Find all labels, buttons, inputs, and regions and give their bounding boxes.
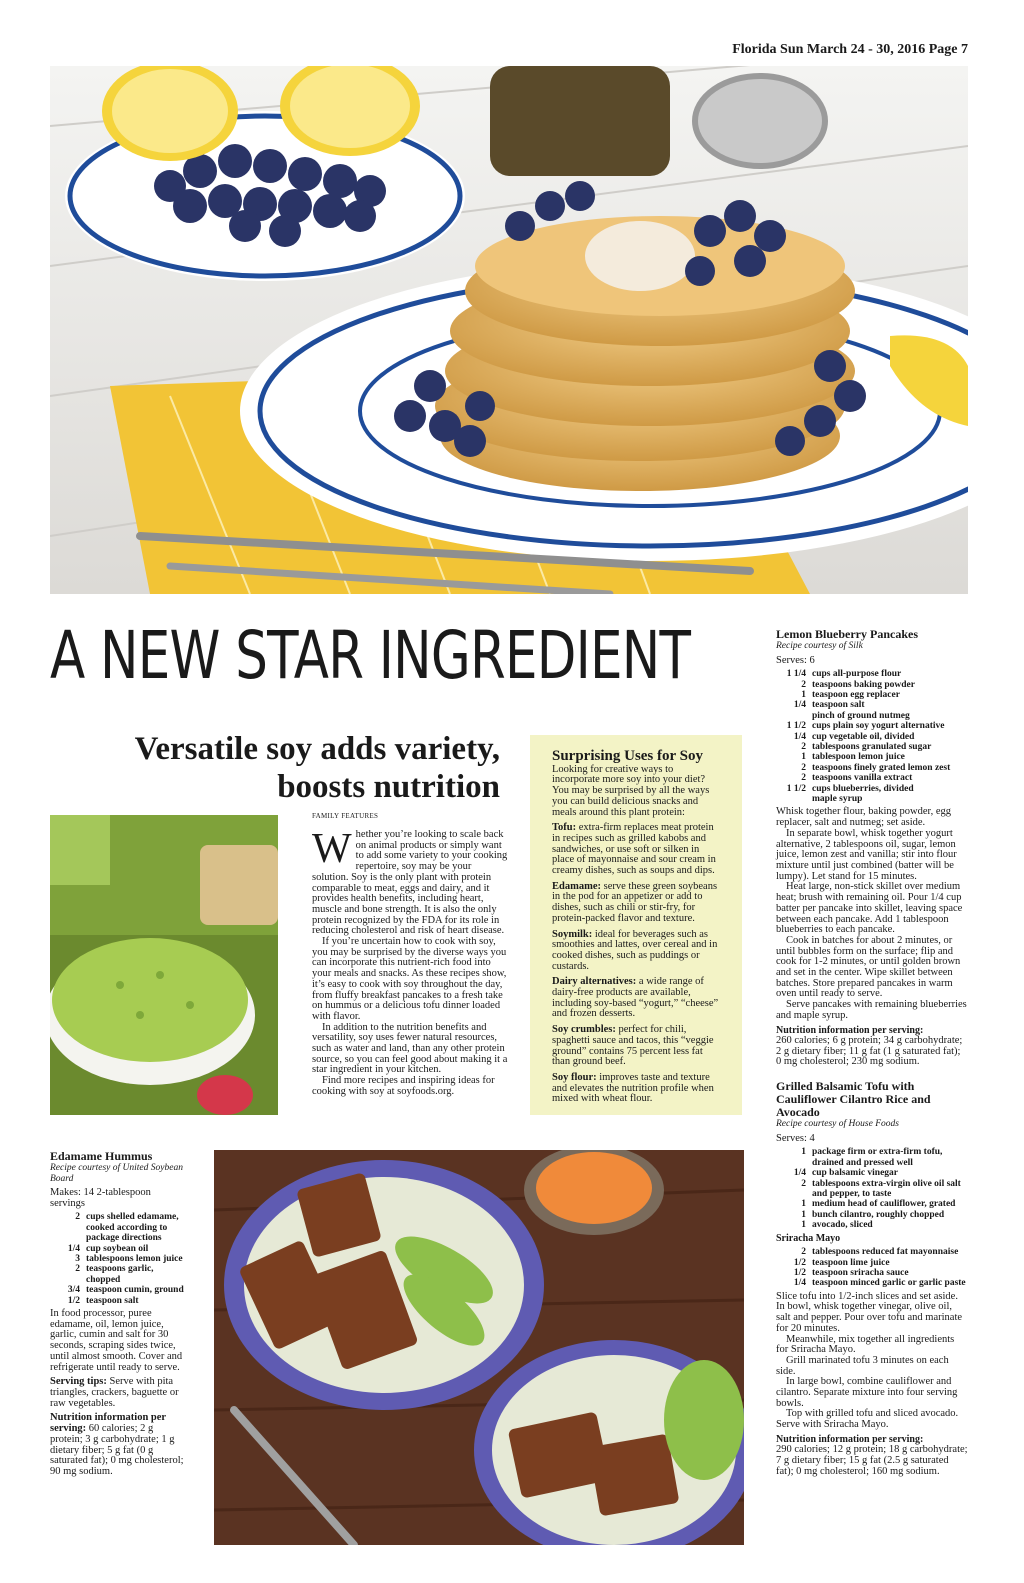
hummus-steps (50, 1309, 186, 1373)
ingredient-text: teaspoon lime juice (812, 1257, 890, 1268)
recipe-step: Serve pancakes with remaining blueberries and maple syrup. (776, 999, 967, 1021)
sidebar-item-text: ideal for beverages such as smoothies and lattes, over cereal and in cooked dishes, such as puddings or custards. (552, 928, 718, 972)
ingredient-text: teaspoons garlic, chopped (86, 1264, 154, 1285)
ingredient-quantity: 1 (801, 1209, 806, 1220)
ingredient-quantity: 1/4 (793, 731, 806, 742)
ingredient-text: cup soybean oil (86, 1243, 149, 1254)
ingredient-quantity: 1 1/4 (786, 669, 806, 680)
recipe-step: Heat large, non-stick skillet over medium heat; brush with remaining oil. Pour 1/4 cup batter per pancake into skillet, leaving space between each pancake. Add 1 tablespoon blueberries to each pancake. (776, 881, 963, 936)
hummus-tips-label: Serving tips: (50, 1376, 107, 1388)
ingredient-text: tablespoons extra-virgin olive oil salt and pepper, to taste (812, 1178, 961, 1199)
ingredient-quantity: 2 (801, 1178, 806, 1189)
ingredient-quantity: 1 (801, 690, 806, 701)
ingredient-quantity: 2 (801, 679, 806, 690)
ingredient-text: medium head of cauliflower, grated (812, 1199, 956, 1210)
sidebar-item-term: Dairy alternatives: (552, 976, 637, 988)
ingredient-row (776, 1268, 968, 1278)
left-column (50, 1150, 186, 1478)
sidebar-item-term: Tofu: (552, 822, 577, 834)
pancake-nutrition: 260 calories; 6 g protein; 34 g carbohydrate; 2 g dietary fiber; 11 g fat (1 g saturated fat); 0 mg cholesterol; 230 mg sodium. (776, 1035, 963, 1068)
intro-article (312, 826, 510, 1098)
recipe-step: In separate bowl, whisk together yogurt alternative, 2 tablespoons oil, sugar, lemon juice, lemon zest and vanilla; stir into flour mixture until just combined (batter will be lumpy). Let stand for 15 minutes. (776, 827, 957, 882)
ingredient-text: teaspoon cumin, ground (86, 1285, 184, 1296)
hummus-tips (50, 1377, 186, 1409)
recipe-step: In food processor, puree edamame, oil, lemon juice, garlic, cumin and salt for 30 seconds, scraping sides twice, until almost smooth. Cover and refrigerate until ready to serve. (50, 1308, 183, 1373)
hummus-tips-text: Serve with pita triangles, crackers, baguette or raw vegetables. (50, 1376, 179, 1409)
sidebar-title: Surprising Uses for Soy (552, 748, 703, 764)
ingredient-row (776, 794, 968, 804)
ingredient-row (776, 1147, 968, 1168)
sidebar-box (530, 735, 742, 1115)
ingredient-row (776, 1179, 968, 1200)
ingredient-text: tablespoons lemon juice (86, 1254, 183, 1265)
tofu-courtesy: Recipe courtesy of House Foods (776, 1119, 899, 1130)
hummus-photo (50, 815, 278, 1115)
ingredient-quantity: 3 (75, 1254, 80, 1265)
ingredient-quantity: 2 (801, 1247, 806, 1258)
tofu-bowls-photo (214, 1150, 744, 1545)
sidebar-item (552, 930, 722, 973)
sidebar-items (552, 823, 722, 1105)
intro-paragraph: If you’re uncertain how to cook with soy, you may be surprised by the diverse ways you can incorporate this nutrient-rich food into your meals and snacks. As these recipes show, it’s easy to cook with soy throughout the day, from fluffy breakfast pancakes to a fresh take on hummus or a delicious tofu dinner loaded with flavor. (312, 936, 507, 1022)
hummus-nutrition (50, 1413, 186, 1477)
ingredient-row (776, 773, 968, 783)
ingredient-text: teaspoon salt (86, 1295, 139, 1306)
ingredient-quantity: 3/4 (67, 1285, 80, 1296)
recipe-step: Slice tofu into 1/2-inch slices and set aside. In bowl, whisk together vinegar, olive oil, salt and pepper. Pour over tofu and marinate for 20 minutes. (776, 1290, 963, 1334)
recipe-step: In large bowl, combine cauliflower and cilantro. Separate mixture into four serving bowls. (776, 1376, 958, 1409)
ingredient-text: tablespoons reduced fat mayonnaise (812, 1247, 959, 1258)
ingredient-text: cups shelled edamame, cooked according to package directions (86, 1212, 179, 1244)
ingredient-text: cups plain soy yogurt alternative (812, 721, 945, 732)
ingredient-row (776, 763, 968, 773)
ingredient-quantity (776, 711, 812, 721)
ingredient-text: bunch cilantro, roughly chopped (812, 1209, 945, 1220)
sidebar-item-term: Soy flour: (552, 1071, 597, 1083)
hummus-recipe-title: Edamame Hummus (50, 1149, 153, 1163)
ingredient-text: teaspoon sriracha sauce (812, 1267, 909, 1278)
ingredient-row (776, 700, 968, 710)
ingredient-text: teaspoon egg replacer (812, 690, 900, 701)
ingredient-quantity: 1 1/2 (786, 783, 806, 794)
ingredient-text: cups blueberries, divided (812, 783, 914, 794)
ingredient-quantity: 1 (801, 1147, 806, 1158)
dropcap: W (312, 826, 352, 872)
tofu-nutrition: 290 calories; 12 g protein; 18 g carbohydrate; 7 g dietary fiber; 15 g fat (2.5 g saturated fat); 0 mg cholesterol; 160 mg sodium. (776, 1444, 968, 1477)
sidebar-item (552, 823, 722, 877)
pancake-steps (776, 807, 968, 1021)
ingredient-row (50, 1212, 186, 1243)
ingredient-row (776, 1258, 968, 1268)
sidebar-item (552, 977, 722, 1020)
ingredient-quantity: 2 (801, 773, 806, 784)
ingredient-row (776, 732, 968, 742)
recipe-step: Meanwhile, mix together all ingredients for Sriracha Mayo. (776, 1333, 955, 1356)
ingredient-row (50, 1254, 186, 1264)
pancake-nutrition-label: Nutrition information per serving: (776, 1024, 924, 1036)
ingredient-row (776, 1278, 968, 1288)
hummus-nutrition-label: Nutrition information per serving: (50, 1412, 166, 1435)
ingredient-row (776, 690, 968, 700)
ingredient-quantity: 1 (801, 1199, 806, 1210)
ingredient-row (776, 752, 968, 762)
ingredient-row (776, 680, 968, 690)
right-column (776, 628, 968, 1477)
recipe-step: Cook in batches for about 2 minutes, or until bubbles form on the surface; flip and cook for 1-2 minutes, or until golden brown and set in the center. Wipe skillet between batches. Store prepared pancakes in warm oven until ready to serve. (776, 934, 961, 1000)
ingredient-row (50, 1244, 186, 1254)
sriracha-ingredients (776, 1247, 968, 1289)
ingredient-quantity (776, 794, 812, 804)
ingredient-row (776, 721, 968, 731)
ingredient-text: tablespoons granulated sugar (812, 742, 932, 753)
ingredient-quantity: 1 (801, 1220, 806, 1231)
ingredient-text: tablespoon lemon juice (812, 752, 905, 763)
ingredient-quantity: 1 1/2 (786, 721, 806, 732)
ingredient-row (776, 784, 968, 794)
pancake-courtesy: Recipe courtesy of Silk (776, 641, 863, 651)
sidebar-item-term: Soy crumbles: (552, 1024, 616, 1036)
sidebar-item-text: perfect for chili, spaghetti sauce and tacos, this “veggie ground” contains 75 percent less fat than ground beef. (552, 1024, 714, 1068)
ingredient-quantity: 2 (801, 762, 806, 773)
pancake-photo (50, 66, 968, 594)
ingredient-row (50, 1296, 186, 1306)
sidebar-item-text: serve these green soybeans in the pod for an appetizer or add to dishes, such as chili or stir-fry, for protein-packed flavor and texture. (552, 880, 718, 924)
headline: A NEW STAR INGREDIENT (50, 617, 691, 694)
ingredient-quantity: 1/4 (793, 1168, 806, 1179)
ingredient-text: avocado, sliced (812, 1220, 873, 1231)
ingredient-quantity: 2 (801, 742, 806, 753)
ingredient-quantity: 1/2 (793, 1267, 806, 1278)
ingredient-row (776, 1220, 968, 1230)
ingredient-text: cups all-purpose flour (812, 669, 902, 680)
hummus-courtesy: Recipe courtesy of United Soybean Board (50, 1163, 183, 1184)
ingredient-text: teaspoon salt (812, 700, 865, 711)
sidebar-item (552, 1073, 722, 1105)
byline: FAMILY FEATURES (312, 812, 379, 820)
recipe-step: Grill marinated tofu 3 minutes on each side. (776, 1354, 949, 1377)
ingredient-text: maple syrup (812, 794, 863, 805)
ingredient-row (776, 1210, 968, 1220)
ingredient-quantity: 1/4 (67, 1243, 80, 1254)
sidebar-item-text: a wide range of dairy-free products are available, including soy-based “yogurt,” “cheese” and frozen desserts. (552, 976, 719, 1020)
masthead: Florida Sun March 24 - 30, 2016 Page 7 (732, 42, 968, 57)
ingredient-text: teaspoons vanilla extract (812, 773, 913, 784)
intro-paragraph: In addition to the nutrition benefits and versatility, soy uses fewer natural resources, such as water and land, than any other protein source, so you can feel good about making it a star ingredient in your kitchen. (312, 1021, 508, 1076)
ingredient-quantity: 1 (801, 752, 806, 763)
sidebar-item-text: extra-firm replaces meat protein in recipes such as grilled kabobs and sandwiches, or use soft or silken in place of mayonnaise and sour cream in creamy dishes, such as soups and dips. (552, 822, 716, 877)
ingredient-row (776, 669, 968, 679)
tofu-recipe-title: Grilled Balsamic Tofu with Cauliflower Cilantro Rice and Avocado (776, 1079, 931, 1120)
ingredient-text: cup balsamic vinegar (812, 1168, 899, 1179)
ingredient-text: teaspoons baking powder (812, 679, 915, 690)
pancake-ingredients (776, 669, 968, 804)
ingredient-quantity: 2 (75, 1264, 80, 1275)
ingredient-row (776, 711, 968, 721)
sriracha-subtitle: Sriracha Mayo (776, 1232, 841, 1244)
pancake-serves: Serves: 6 (776, 654, 815, 666)
sidebar-item (552, 882, 722, 925)
ingredient-text: teaspoons finely grated lemon zest (812, 762, 951, 773)
tofu-ingredients (776, 1147, 968, 1230)
ingredient-row (776, 1247, 968, 1257)
ingredient-row (50, 1264, 186, 1285)
ingredient-text: cup vegetable oil, divided (812, 731, 915, 742)
recipe-step: Top with grilled tofu and sliced avocado. Serve with Sriracha Mayo. (776, 1408, 959, 1431)
pancake-recipe-title: Lemon Blueberry Pancakes (776, 627, 918, 641)
sidebar-item-term: Soymilk: (552, 928, 593, 940)
recipe-step: Whisk together flour, baking powder, egg replacer, salt and nutmeg; set aside. (776, 806, 951, 829)
ingredient-quantity: 1/4 (793, 1278, 806, 1289)
ingredient-row (50, 1285, 186, 1295)
tofu-nutrition-label: Nutrition information per serving: (776, 1433, 924, 1445)
ingredient-quantity: 2 (75, 1212, 80, 1223)
intro-paragraph: hether you’re looking to scale back on animal products or simply want to add some variety to your cooking repertoire, soy may be your solution. Soy is the only plant with protein comparable to meat, eggs and dairy, and it provides health benefits, including heart, muscle and bone strength. It is also the only protein recognized by the FDA for its role in reducing cholesterol and risk of heart disease. (312, 829, 508, 937)
ingredient-text: package firm or extra-firm tofu, drained and pressed well (812, 1147, 943, 1168)
tofu-steps (776, 1292, 968, 1431)
sidebar-item (552, 1025, 722, 1068)
ingredient-row (776, 742, 968, 752)
ingredient-row (776, 1168, 968, 1178)
hummus-makes: Makes: 14 2-tablespoon servings (50, 1187, 151, 1209)
subhead: Versatile soy adds variety, boosts nutrition (134, 731, 500, 805)
tofu-serves: Serves: 4 (776, 1132, 815, 1144)
hummus-nutrition-text: 60 calories; 2 g protein; 3 g carbohydrate; 1 g dietary fiber; 5 g fat (0 g saturated fat); 0 mg cholesterol; 90 mg sodium. (50, 1423, 184, 1477)
ingredient-row (776, 1199, 968, 1209)
ingredient-quantity: 1/2 (793, 1257, 806, 1268)
ingredient-quantity: 1/4 (793, 700, 806, 711)
ingredient-text: pinch of ground nutmeg (812, 710, 910, 721)
ingredient-quantity: 1/2 (67, 1295, 80, 1306)
sidebar-lead: Looking for creative ways to incorporate more soy into your diet? You may be surprised by all the ways you can build delicious snacks and meals around this plant protein: (552, 763, 710, 818)
hummus-ingredients (50, 1212, 186, 1306)
sidebar-item-text: improves taste and texture and elevates the nutrition profile when mixed with wheat flour. (552, 1071, 714, 1105)
intro-paragraph: Find more recipes and inspiring ideas for cooking with soy at soyfoods.org. (312, 1075, 495, 1097)
sidebar-item-term: Edamame: (552, 880, 601, 892)
ingredient-text: teaspoon minced garlic or garlic paste (812, 1278, 966, 1289)
